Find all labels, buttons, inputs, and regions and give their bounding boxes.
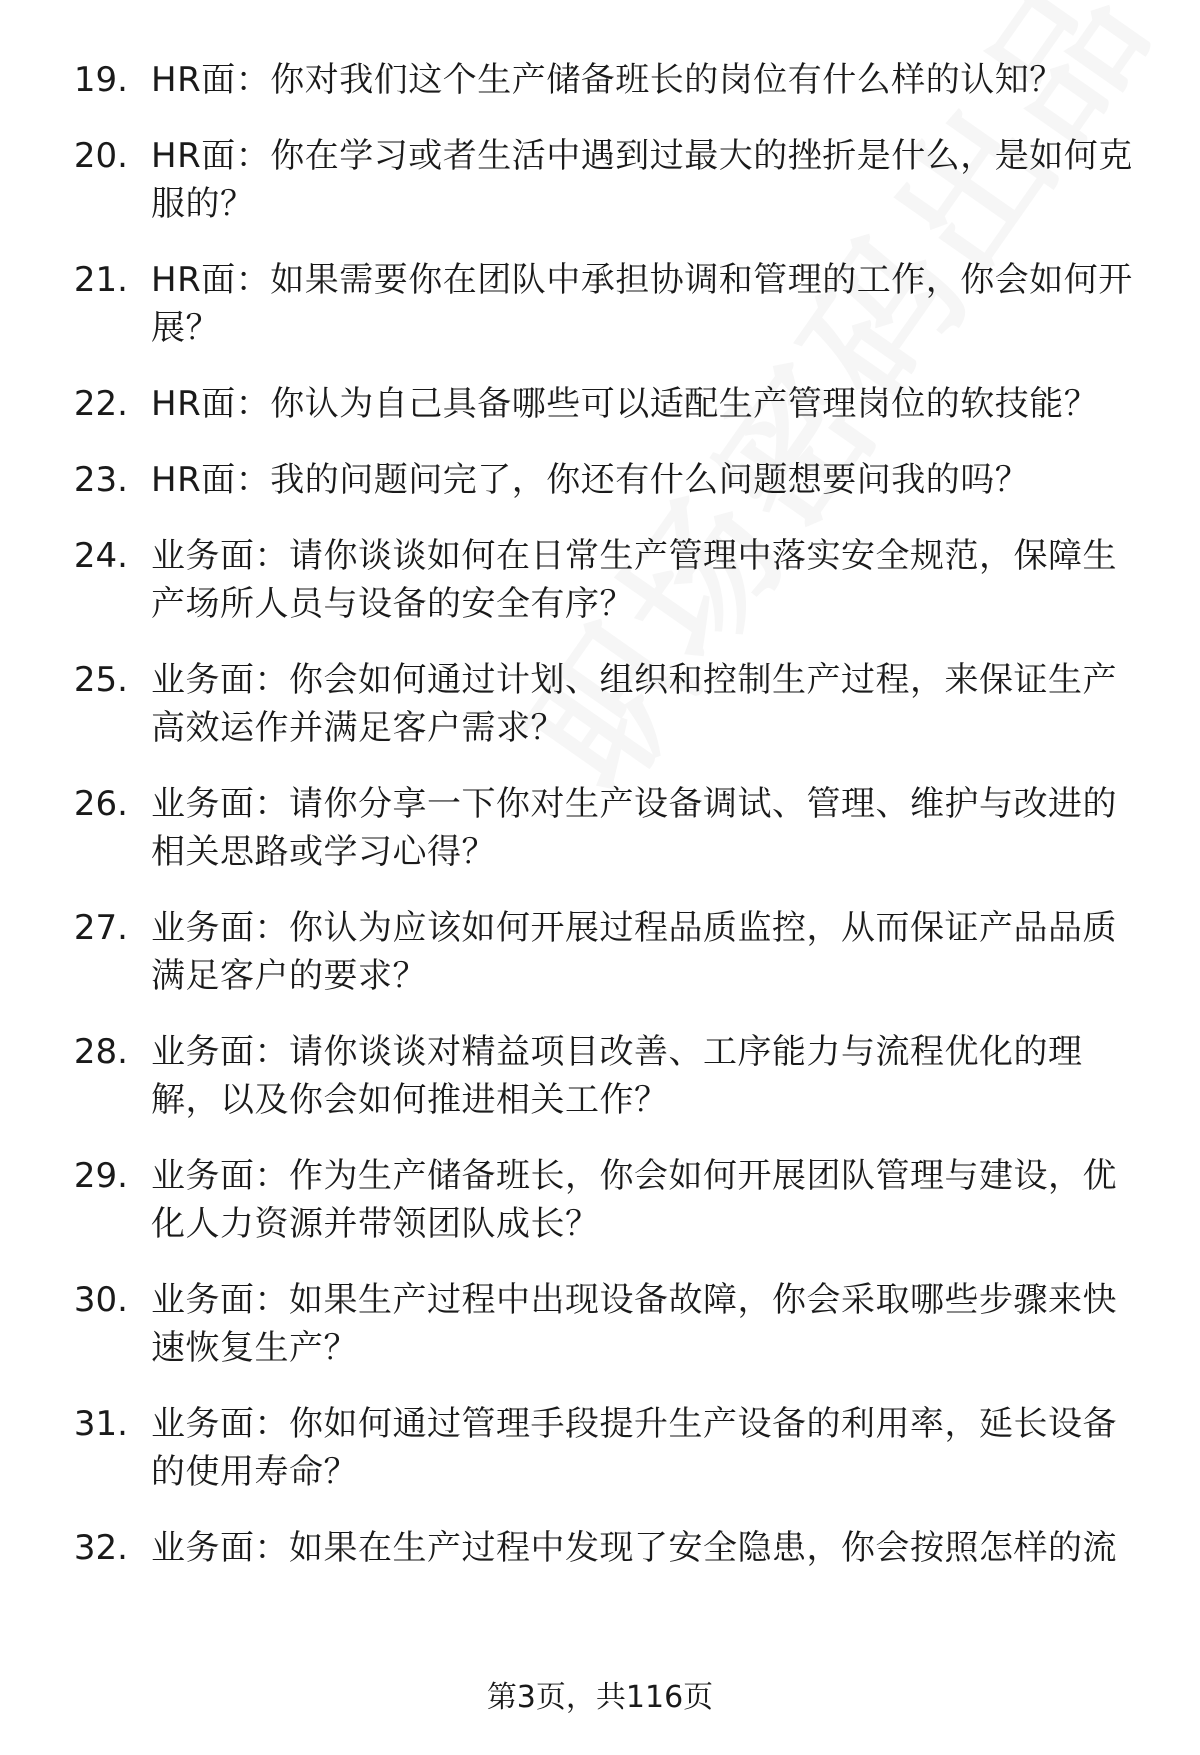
question-number: 32. bbox=[73, 1528, 128, 1568]
question-text: HR面：你认为自己具备哪些可以适配生产管理岗位的软技能？ bbox=[151, 384, 1099, 424]
question-text: 业务面：你如何通过管理手段提升生产设备的利用率，延长设备的使用寿命？ bbox=[151, 1404, 1117, 1492]
question-text: 业务面：你认为应该如何开展过程品质监控，从而保证产品品质满足客户的要求？ bbox=[151, 908, 1117, 996]
list-item bbox=[0, 532, 1200, 628]
question-list bbox=[0, 56, 1200, 1600]
question-text: HR面：你在学习或者生活中遇到过最大的挫折是什么，是如何克服的？ bbox=[151, 136, 1133, 224]
question-text: HR面：你对我们这个生产储备班长的岗位有什么样的认知？ bbox=[151, 60, 1064, 100]
question-number: 25. bbox=[73, 660, 128, 700]
list-item bbox=[0, 456, 1200, 504]
question-number: 21. bbox=[73, 260, 128, 300]
list-item bbox=[0, 1276, 1200, 1372]
question-number: 24. bbox=[73, 536, 128, 576]
list-item bbox=[0, 780, 1200, 876]
question-number: 19. bbox=[73, 60, 128, 100]
question-text: 业务面：请你分享一下你对生产设备调试、管理、维护与改进的相关思路或学习心得？ bbox=[151, 784, 1117, 872]
question-text: 业务面：请你谈谈对精益项目改善、工序能力与流程优化的理解，以及你会如何推进相关工作？ bbox=[151, 1032, 1083, 1120]
list-item bbox=[0, 132, 1200, 228]
list-item bbox=[0, 1524, 1200, 1572]
question-number: 31. bbox=[73, 1404, 128, 1444]
list-item bbox=[0, 656, 1200, 752]
question-number: 26. bbox=[73, 784, 128, 824]
question-text: 业务面：请你谈谈如何在日常生产管理中落实安全规范，保障生产场所人员与设备的安全有序？ bbox=[151, 536, 1117, 624]
question-number: 28. bbox=[73, 1032, 128, 1072]
list-item bbox=[0, 380, 1200, 428]
list-item bbox=[0, 1028, 1200, 1124]
list-item bbox=[0, 56, 1200, 104]
question-number: 20. bbox=[73, 136, 128, 176]
question-text: 业务面：如果生产过程中出现设备故障，你会采取哪些步骤来快速恢复生产？ bbox=[151, 1280, 1117, 1368]
question-number: 23. bbox=[73, 460, 128, 500]
list-item bbox=[0, 904, 1200, 1000]
question-number: 22. bbox=[73, 384, 128, 424]
list-item bbox=[0, 1152, 1200, 1248]
question-number: 30. bbox=[73, 1280, 128, 1320]
page-footer: 第3页，共116页 bbox=[486, 1680, 714, 1715]
question-text: HR面：我的问题问完了，你还有什么问题想要问我的吗？ bbox=[151, 460, 1030, 500]
question-text: 业务面：如果在生产过程中发现了安全隐患，你会按照怎样的流 bbox=[151, 1528, 1117, 1568]
question-text: 业务面：你会如何通过计划、组织和控制生产过程，来保证生产高效运作并满足客户需求？ bbox=[151, 660, 1117, 748]
question-text: 业务面：作为生产储备班长，你会如何开展团队管理与建设，优化人力资源并带领团队成长？ bbox=[151, 1156, 1117, 1244]
question-number: 29. bbox=[73, 1156, 128, 1196]
question-text: HR面：如果需要你在团队中承担协调和管理的工作，你会如何开展？ bbox=[151, 260, 1133, 348]
list-item bbox=[0, 256, 1200, 352]
question-number: 27. bbox=[73, 908, 128, 948]
list-item bbox=[0, 1400, 1200, 1496]
